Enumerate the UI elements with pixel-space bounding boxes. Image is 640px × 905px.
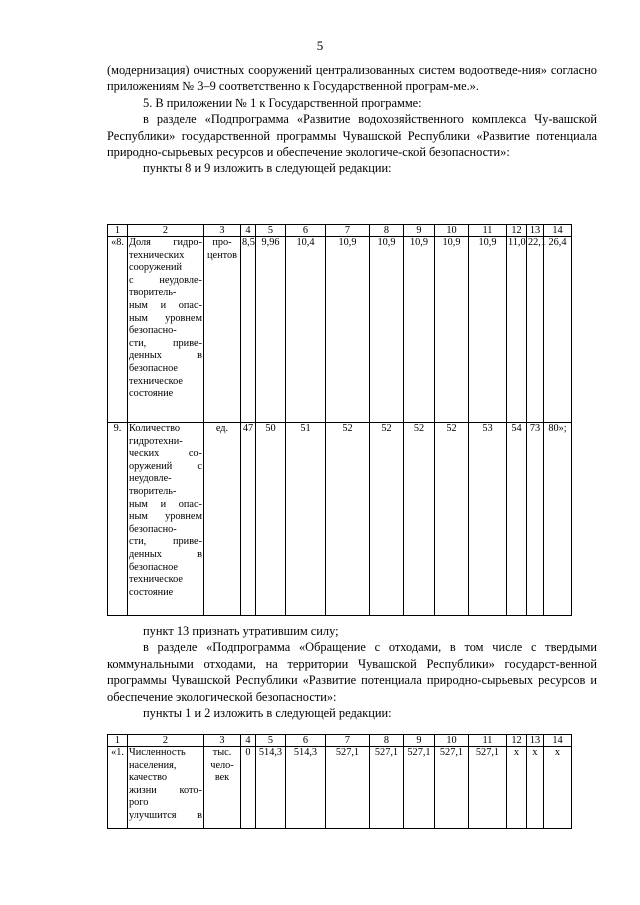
indicator-name-line: сооружений (129, 262, 182, 274)
indicator-name (128, 237, 204, 423)
unit-line: ед. (215, 423, 229, 434)
column-number-4: 4 (241, 735, 256, 747)
value-cell: 52 (326, 423, 370, 616)
indicator-name-line: Доля гидро- (129, 237, 202, 248)
row-number: «1. (108, 747, 128, 829)
indicator-name-line: ным уровнем (129, 511, 202, 523)
indicator-name-line: безопасное (129, 561, 178, 573)
value-cell: 54 (507, 423, 527, 616)
paragraph: 5. В приложении № 1 к Государственной программе: (143, 95, 422, 110)
value-cell: 9,96 (256, 237, 286, 423)
value-cell: 10,9 (469, 237, 507, 423)
column-number-6: 6 (286, 225, 326, 237)
unit-line: век (214, 772, 230, 784)
indicator-name-line: творитель- (129, 485, 177, 497)
value-cell: 527,1 (469, 747, 507, 829)
indicator-name-line: безопасное (129, 362, 178, 374)
column-number-7: 7 (326, 225, 370, 237)
paragraphs-middle (107, 623, 597, 721)
indicator-name-line: оружений с (129, 460, 202, 472)
value-cell: 73 (527, 423, 544, 616)
value-cell: 10,9 (404, 237, 435, 423)
value-cell: 22,1 (527, 237, 544, 423)
unit-of-measure (204, 237, 241, 423)
indicator-name-line: ческих со- (129, 448, 202, 460)
value-cell: 80»; (544, 423, 572, 616)
column-number-7: 7 (326, 735, 370, 747)
page-number: 5 (316, 38, 324, 53)
value-cell: 0 (241, 747, 256, 829)
value-cell: 53 (469, 423, 507, 616)
value-cell: x (544, 747, 572, 829)
table-row (108, 237, 572, 423)
indicator-name (128, 423, 204, 616)
table-header-row (108, 735, 572, 747)
value-cell: 51 (286, 423, 326, 616)
column-number-12: 12 (507, 225, 527, 237)
column-number-1: 1 (108, 735, 128, 747)
row-number: «8. (108, 237, 128, 423)
value-cell: 52 (370, 423, 404, 616)
indicator-name-line: Количество (129, 423, 181, 434)
indicator-name-line: состояние (129, 586, 174, 598)
column-number-2: 2 (128, 735, 204, 747)
table-row (108, 423, 572, 616)
indicator-name-line: ным и опас- (129, 498, 202, 510)
indicator-name-line: денных в (129, 350, 202, 362)
indicator-name-line: с неудовле- (129, 274, 202, 286)
indicator-name-line: технических (129, 249, 185, 261)
paragraph: пункты 1 и 2 изложить в следующей редакции: (143, 706, 392, 721)
value-cell: 10,9 (326, 237, 370, 423)
column-number-14: 14 (544, 735, 572, 747)
column-number-1: 1 (108, 225, 128, 237)
indicator-name-line: сти, приве- (129, 337, 202, 349)
unit-of-measure (204, 423, 241, 616)
value-cell: 50 (256, 423, 286, 616)
column-number-14: 14 (544, 225, 572, 237)
column-number-13: 13 (527, 735, 544, 747)
paragraphs-top (107, 62, 597, 177)
indicator-name-line: ным и опас- (129, 299, 202, 311)
value-cell: x (507, 747, 527, 829)
unit-line: центов (207, 249, 237, 261)
value-cell: 527,1 (435, 747, 469, 829)
indicator-name-line: техническое (129, 375, 184, 387)
column-number-4: 4 (241, 225, 256, 237)
value-cell: 47 (241, 423, 256, 616)
indicator-name-line: качество (129, 772, 168, 784)
indicator-name-line: ным уровнем (129, 312, 202, 324)
indicator-name-line: безопасно- (129, 325, 177, 337)
indicator-name-line: безопасно- (129, 523, 177, 535)
column-number-11: 11 (469, 735, 507, 747)
column-number-3: 3 (204, 735, 241, 747)
value-cell: 527,1 (404, 747, 435, 829)
column-number-6: 6 (286, 735, 326, 747)
unit-line: чело- (210, 759, 234, 771)
column-number-5: 5 (256, 225, 286, 237)
value-cell: 11,0 (507, 237, 527, 423)
table-header-row (108, 225, 572, 237)
indicator-name-line: улучшится в (129, 809, 202, 821)
value-cell: 52 (404, 423, 435, 616)
value-cell: 8,5 (241, 237, 256, 423)
column-number-12: 12 (507, 735, 527, 747)
paragraph: пункт 13 признать утратившим силу; (143, 624, 339, 638)
indicator-name-line: неудовле- (129, 473, 172, 485)
indicator-name (128, 747, 204, 829)
value-cell: 52 (435, 423, 469, 616)
indicators-table-water (107, 224, 572, 616)
value-cell: 10,9 (435, 237, 469, 423)
column-number-8: 8 (370, 225, 404, 237)
column-number-9: 9 (404, 225, 435, 237)
indicator-name-line: жизни кото- (129, 784, 202, 796)
unit-line: тыс. (212, 747, 232, 758)
column-number-3: 3 (204, 225, 241, 237)
indicator-name-line: гидротехни- (129, 435, 183, 447)
row-number: 9. (108, 423, 128, 616)
unit-of-measure (204, 747, 241, 829)
value-cell: 514,3 (286, 747, 326, 829)
column-number-11: 11 (469, 225, 507, 237)
column-number-13: 13 (527, 225, 544, 237)
value-cell: 26,4 (544, 237, 572, 423)
column-number-2: 2 (128, 225, 204, 237)
paragraph: (модернизация) очистных сооружений централизованных систем водоотведе-ния» согласно приложениям № 3–9 соответственно к Государственной програм-ме.». (107, 63, 597, 94)
indicator-name-line: рого (129, 797, 149, 809)
value-cell: 514,3 (256, 747, 286, 829)
indicator-name-line: сти, приве- (129, 536, 202, 548)
indicator-name-line: состояние (129, 388, 174, 400)
value-cell: 527,1 (370, 747, 404, 829)
column-number-5: 5 (256, 735, 286, 747)
table-row (108, 747, 572, 829)
column-number-9: 9 (404, 735, 435, 747)
indicator-name-line: Численность (129, 747, 186, 758)
value-cell: 10,4 (286, 237, 326, 423)
unit-line: про- (212, 237, 232, 248)
paragraph: в разделе «Подпрограмма «Обращение с отходами, в том числе с твердыми коммунальными отходами, на территории Чувашской Республики» государст-венной программы Чувашской Республики «Развитие потенциала природно-сырьевых ресурсов и обеспечение экологической безопасности»: (107, 640, 597, 704)
value-cell: 10,9 (370, 237, 404, 423)
value-cell: x (527, 747, 544, 829)
paragraph: в разделе «Подпрограмма «Развитие водохозяйственного комплекса Чу-вашской Республики» государственной программы Чувашской Республики «Развитие потенциала природно-сырьевых ресурсов и обеспечение экологиче-ской безопасности»: (107, 112, 597, 160)
paragraph: пункты 8 и 9 изложить в следующей редакции: (143, 161, 392, 176)
column-number-10: 10 (435, 225, 469, 237)
value-cell: 527,1 (326, 747, 370, 829)
indicators-table-waste (107, 734, 572, 829)
column-number-8: 8 (370, 735, 404, 747)
indicator-name-line: техническое (129, 574, 184, 586)
column-number-10: 10 (435, 735, 469, 747)
indicator-name-line: творитель- (129, 287, 177, 299)
indicator-name-line: населения, (129, 759, 177, 771)
indicator-name-line: денных в (129, 548, 202, 560)
